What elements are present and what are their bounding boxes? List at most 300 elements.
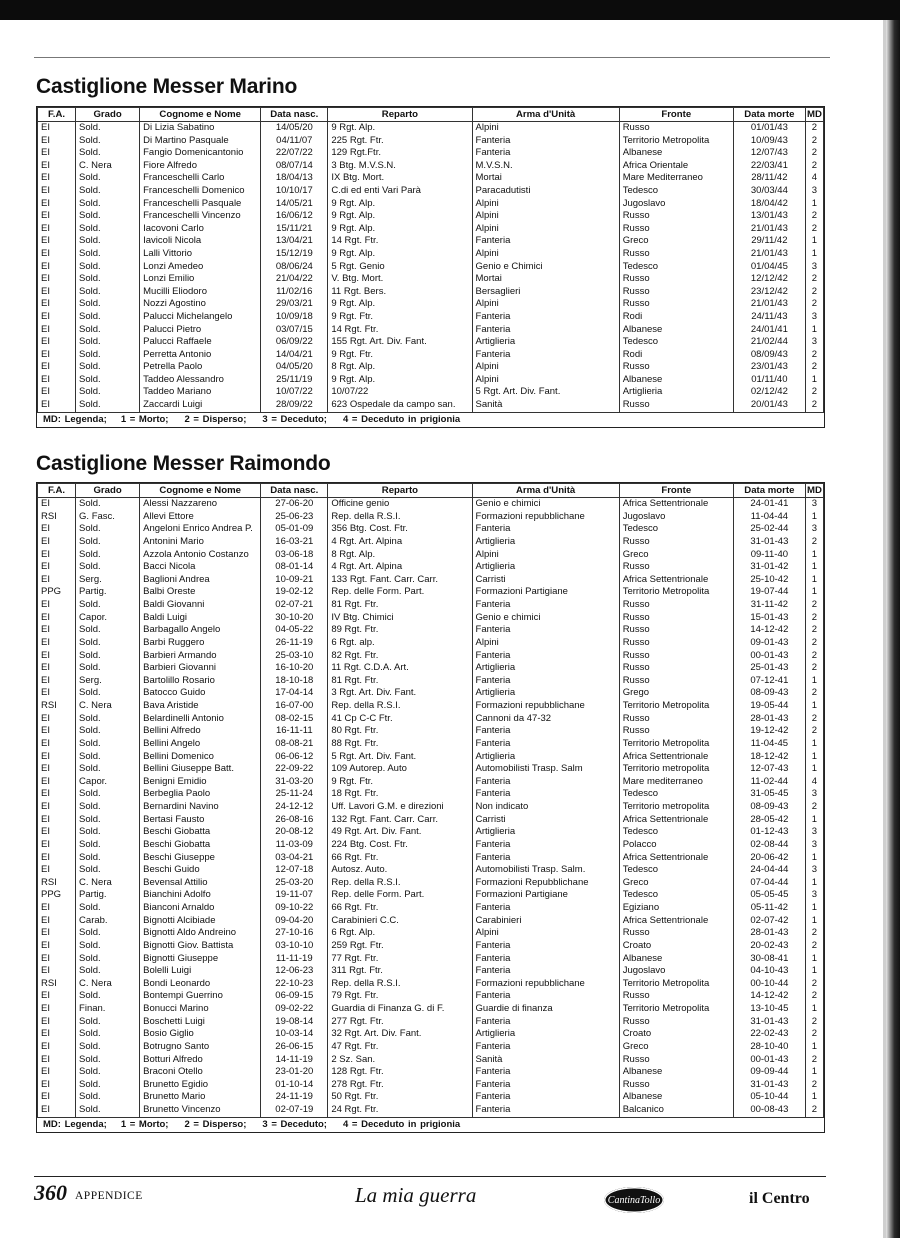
- cell-birth: 03-06-18: [261, 549, 328, 562]
- cell-fronte: Greco: [619, 1041, 733, 1054]
- cell-md: 2: [805, 725, 823, 738]
- table-row: [38, 1079, 824, 1092]
- cell-grado: Sold.: [76, 135, 140, 148]
- table-row: [38, 915, 824, 928]
- cell-death: 31-11-42: [733, 599, 805, 612]
- cell-death: 01/11/40: [733, 374, 805, 387]
- column-header-name: Cognome e Nome: [140, 108, 261, 122]
- cell-md: 1: [805, 561, 823, 574]
- cell-fa: EI: [38, 1091, 76, 1104]
- cell-md: 1: [805, 852, 823, 865]
- cell-md: 2: [805, 1079, 823, 1092]
- cell-fronte: Albanese: [619, 1066, 733, 1079]
- table-row: [38, 637, 824, 650]
- cell-fa: EI: [38, 814, 76, 827]
- cell-grado: Sold.: [76, 965, 140, 978]
- cell-arma: Alpini: [472, 927, 619, 940]
- md-legend: [37, 1117, 824, 1132]
- cell-reparto: IV Btg. Chimici: [328, 612, 472, 625]
- cell-arma: Fanteria: [472, 1066, 619, 1079]
- cell-arma: Fanteria: [472, 776, 619, 789]
- header-row: [38, 484, 824, 498]
- cell-fa: EI: [38, 990, 76, 1003]
- cell-death: 24/11/43: [733, 311, 805, 324]
- cell-grado: Sold.: [76, 662, 140, 675]
- cell-fronte: Greco: [619, 235, 733, 248]
- table-row: [38, 965, 824, 978]
- cell-fa: EI: [38, 599, 76, 612]
- cell-fa: RSI: [38, 511, 76, 524]
- cell-reparto: 128 Rgt. Ftr.: [328, 1066, 472, 1079]
- cell-birth: 10/07/22: [261, 386, 328, 399]
- cell-name: Braconi Otello: [140, 1066, 261, 1079]
- cell-md: 3: [805, 889, 823, 902]
- column-header-arma: Arma d'Unità: [472, 484, 619, 498]
- cell-birth: 22/07/22: [261, 147, 328, 160]
- table-row: [38, 135, 824, 148]
- cell-birth: 01-10-14: [261, 1079, 328, 1092]
- cell-arma: Fanteria: [472, 852, 619, 865]
- cell-death: 05-10-44: [733, 1091, 805, 1104]
- cell-fa: EI: [38, 864, 76, 877]
- cell-reparto: 5 Rgt. Art. Div. Fant.: [328, 751, 472, 764]
- cell-fa: EI: [38, 738, 76, 751]
- cell-fronte: Africa Settentrionale: [619, 751, 733, 764]
- cell-md: 2: [805, 624, 823, 637]
- logo-text: CantinaTollo: [607, 1194, 661, 1206]
- table-row: [38, 172, 824, 185]
- cell-death: 30-08-41: [733, 953, 805, 966]
- cell-name: Botturi Alfredo: [140, 1054, 261, 1067]
- table-row: [38, 864, 824, 877]
- table-row: [38, 1054, 824, 1067]
- table-row: [38, 248, 824, 261]
- cell-reparto: Rep. della R.S.I.: [328, 700, 472, 713]
- cell-name: Petrella Paolo: [140, 361, 261, 374]
- cell-death: 01/01/43: [733, 122, 805, 135]
- cell-reparto: 224 Btg. Cost. Ftr.: [328, 839, 472, 852]
- cell-fa: EI: [38, 536, 76, 549]
- cell-fronte: Russo: [619, 273, 733, 286]
- cell-fa: EI: [38, 1054, 76, 1067]
- cell-arma: Fanteria: [472, 990, 619, 1003]
- cell-fronte: Egiziano: [619, 902, 733, 915]
- cell-reparto: 11 Rgt. Bers.: [328, 286, 472, 299]
- cell-fronte: Russo: [619, 599, 733, 612]
- cell-reparto: 278 Rgt. Ftr.: [328, 1079, 472, 1092]
- cell-grado: Carab.: [76, 915, 140, 928]
- cell-md: 1: [805, 751, 823, 764]
- cell-arma: Non indicato: [472, 801, 619, 814]
- cell-md: 4: [805, 776, 823, 789]
- cell-arma: Fanteria: [472, 624, 619, 637]
- cell-fa: EI: [38, 1003, 76, 1016]
- cell-fa: EI: [38, 399, 76, 412]
- cell-name: Iacovoni Carlo: [140, 223, 261, 236]
- cell-name: Bellini Domenico: [140, 751, 261, 764]
- cell-md: 1: [805, 235, 823, 248]
- cell-arma: Alpini: [472, 374, 619, 387]
- table-row: [38, 662, 824, 675]
- cell-reparto: 129 Rgt.Ftr.: [328, 147, 472, 160]
- cell-death: 22/03/41: [733, 160, 805, 173]
- cell-arma: M.V.S.N.: [472, 160, 619, 173]
- cell-name: Fangio Domenicantonio: [140, 147, 261, 160]
- cell-reparto: 88 Rgt. Ftr.: [328, 738, 472, 751]
- cell-md: 2: [805, 386, 823, 399]
- cell-name: Baglioni Andrea: [140, 574, 261, 587]
- cell-md: 2: [805, 160, 823, 173]
- cell-death: 14-12-42: [733, 990, 805, 1003]
- cell-grado: Sold.: [76, 839, 140, 852]
- cell-fa: PPG: [38, 889, 76, 902]
- cell-name: Palucci Raffaele: [140, 336, 261, 349]
- cell-md: 2: [805, 286, 823, 299]
- cell-md: 2: [805, 978, 823, 991]
- cell-md: 2: [805, 147, 823, 160]
- cell-fronte: Tedesco: [619, 889, 733, 902]
- cell-grado: Sold.: [76, 122, 140, 135]
- cell-fa: EI: [38, 927, 76, 940]
- cell-fa: EI: [38, 1104, 76, 1117]
- cell-arma: Alpini: [472, 549, 619, 562]
- cell-grado: Sold.: [76, 248, 140, 261]
- cell-arma: Genio e Chimici: [472, 261, 619, 274]
- column-header-grado: Grado: [76, 484, 140, 498]
- cell-birth: 03-04-21: [261, 852, 328, 865]
- cell-md: 2: [805, 687, 823, 700]
- cell-death: 00-08-43: [733, 1104, 805, 1117]
- cell-fronte: Russo: [619, 662, 733, 675]
- cantina-tollo-logo: [604, 1187, 664, 1213]
- cell-fa: EI: [38, 248, 76, 261]
- cell-fa: EI: [38, 122, 76, 135]
- cell-name: Beschi Guido: [140, 864, 261, 877]
- cell-fronte: Territorio Metropolita: [619, 135, 733, 148]
- cell-md: 1: [805, 738, 823, 751]
- cell-reparto: 311 Rgt. Ftr.: [328, 965, 472, 978]
- cell-md: 3: [805, 498, 823, 511]
- cell-reparto: 9 Rgt. Alp.: [328, 374, 472, 387]
- legend-item: 1 = Morto;: [120, 413, 169, 425]
- cell-md: 1: [805, 675, 823, 688]
- cell-death: 01-12-43: [733, 826, 805, 839]
- cell-grado: Sold.: [76, 763, 140, 776]
- cell-name: Barbi Ruggero: [140, 637, 261, 650]
- cell-fronte: Croato: [619, 1028, 733, 1041]
- cell-md: 2: [805, 1016, 823, 1029]
- cell-grado: Sold.: [76, 864, 140, 877]
- cell-name: Palucci Pietro: [140, 324, 261, 337]
- cell-md: 2: [805, 210, 823, 223]
- cell-name: Mucilli Eliodoro: [140, 286, 261, 299]
- cell-arma: Formazioni Partigiane: [472, 586, 619, 599]
- cell-fronte: Russo: [619, 210, 733, 223]
- publication-title: La mia guerra: [355, 1183, 477, 1207]
- cell-reparto: 49 Rgt. Art. Div. Fant.: [328, 826, 472, 839]
- cell-death: 11-04-45: [733, 738, 805, 751]
- cell-arma: Artiglieria: [472, 1028, 619, 1041]
- cell-name: Barbieri Giovanni: [140, 662, 261, 675]
- cell-grado: Sold.: [76, 273, 140, 286]
- cell-md: 2: [805, 135, 823, 148]
- cell-arma: Fanteria: [472, 523, 619, 536]
- cell-death: 20-06-42: [733, 852, 805, 865]
- table-row: [38, 940, 824, 953]
- cell-md: 2: [805, 298, 823, 311]
- cell-grado: Sold.: [76, 549, 140, 562]
- cell-fa: EI: [38, 675, 76, 688]
- cell-grado: Sold.: [76, 399, 140, 412]
- cell-name: Bianconi Arnaldo: [140, 902, 261, 915]
- cell-arma: Alpini: [472, 122, 619, 135]
- cell-birth: 25-06-23: [261, 511, 328, 524]
- cell-birth: 19-11-07: [261, 889, 328, 902]
- cell-death: 15-01-43: [733, 612, 805, 625]
- top-black-bar: [0, 0, 900, 20]
- cell-birth: 14/04/21: [261, 349, 328, 362]
- cell-name: Taddeo Mariano: [140, 386, 261, 399]
- cell-grado: C. Nera: [76, 700, 140, 713]
- cell-death: 21/02/44: [733, 336, 805, 349]
- cell-name: Bonucci Marino: [140, 1003, 261, 1016]
- cell-grado: Sold.: [76, 650, 140, 663]
- cell-grado: Sold.: [76, 852, 140, 865]
- cell-fa: RSI: [38, 700, 76, 713]
- column-header-arma: Arma d'Unità: [472, 108, 619, 122]
- cell-arma: Cannoni da 47-32: [472, 713, 619, 726]
- cell-reparto: 47 Rgt. Ftr.: [328, 1041, 472, 1054]
- cell-grado: Sold.: [76, 826, 140, 839]
- cell-reparto: 9 Rgt. Alp.: [328, 210, 472, 223]
- cell-name: Bignotti Aldo Andreino: [140, 927, 261, 940]
- table-row: [38, 612, 824, 625]
- cell-grado: Sold.: [76, 687, 140, 700]
- cell-grado: Sold.: [76, 561, 140, 574]
- section-title-raimondo: Castiglione Messer Raimondo: [36, 452, 331, 475]
- cell-name: Lonzi Emilio: [140, 273, 261, 286]
- cell-grado: Sold.: [76, 713, 140, 726]
- cell-grado: Capor.: [76, 776, 140, 789]
- table-row: [38, 399, 824, 412]
- cell-arma: Carristi: [472, 574, 619, 587]
- cell-name: Bava Aristide: [140, 700, 261, 713]
- appendix-label: APPENDICE: [75, 1190, 143, 1202]
- cell-md: 3: [805, 864, 823, 877]
- cell-fa: EI: [38, 574, 76, 587]
- cell-md: 2: [805, 1054, 823, 1067]
- cell-name: Botrugno Santo: [140, 1041, 261, 1054]
- cell-md: 3: [805, 523, 823, 536]
- cell-reparto: 4 Rgt. Art. Alpina: [328, 561, 472, 574]
- cell-birth: 10-03-14: [261, 1028, 328, 1041]
- cell-name: Di Lizia Sabatino: [140, 122, 261, 135]
- cell-reparto: 81 Rgt. Ftr.: [328, 675, 472, 688]
- cell-fronte: Russo: [619, 248, 733, 261]
- cell-fa: EI: [38, 1028, 76, 1041]
- cell-fa: EI: [38, 915, 76, 928]
- cell-arma: Mortai: [472, 172, 619, 185]
- cell-arma: Artiglieria: [472, 826, 619, 839]
- cell-grado: Sold.: [76, 198, 140, 211]
- cell-name: Angeloni Enrico Andrea P.: [140, 523, 261, 536]
- cell-fronte: Russo: [619, 612, 733, 625]
- cell-birth: 15/12/19: [261, 248, 328, 261]
- table-row: [38, 561, 824, 574]
- cell-fa: EI: [38, 725, 76, 738]
- cell-death: 00-10-44: [733, 978, 805, 991]
- cell-name: Bianchini Adolfo: [140, 889, 261, 902]
- cell-grado: Sold.: [76, 990, 140, 1003]
- cell-reparto: Rep. della R.S.I.: [328, 877, 472, 890]
- cell-death: 25-01-43: [733, 662, 805, 675]
- cell-death: 18/04/42: [733, 198, 805, 211]
- cell-fronte: Tedesco: [619, 826, 733, 839]
- table-row: [38, 738, 824, 751]
- table-row: [38, 574, 824, 587]
- cell-md: 3: [805, 311, 823, 324]
- cell-death: 28-10-40: [733, 1041, 805, 1054]
- cell-reparto: 8 Rgt. Alp.: [328, 549, 472, 562]
- cell-md: 2: [805, 273, 823, 286]
- cell-grado: Sold.: [76, 185, 140, 198]
- cell-name: Antonini Mario: [140, 536, 261, 549]
- cell-fa: EI: [38, 160, 76, 173]
- cell-md: 2: [805, 990, 823, 1003]
- cell-arma: Formazioni repubblichane: [472, 700, 619, 713]
- cell-birth: 27-10-16: [261, 927, 328, 940]
- cell-fronte: Russo: [619, 624, 733, 637]
- cell-death: 25-10-42: [733, 574, 805, 587]
- cell-fa: EI: [38, 185, 76, 198]
- table-row: [38, 549, 824, 562]
- cell-grado: Sold.: [76, 349, 140, 362]
- cell-grado: Sold.: [76, 801, 140, 814]
- cell-birth: 09-02-22: [261, 1003, 328, 1016]
- cell-fa: EI: [38, 549, 76, 562]
- cell-reparto: Guardia di Finanza G. di F.: [328, 1003, 472, 1016]
- cell-fa: EI: [38, 940, 76, 953]
- table-row: [38, 523, 824, 536]
- cell-reparto: 277 Rgt. Ftr.: [328, 1016, 472, 1029]
- table-row: [38, 349, 824, 362]
- cell-arma: Alpini: [472, 198, 619, 211]
- table-row: [38, 223, 824, 236]
- table-row: [38, 1066, 824, 1079]
- cell-grado: Sold.: [76, 788, 140, 801]
- cell-reparto: 82 Rgt. Ftr.: [328, 650, 472, 663]
- cell-birth: 23-01-20: [261, 1066, 328, 1079]
- cell-fronte: Jugoslavo: [619, 511, 733, 524]
- cell-fronte: Jugoslavo: [619, 965, 733, 978]
- cell-fa: EI: [38, 788, 76, 801]
- cell-name: Franceschelli Vincenzo: [140, 210, 261, 223]
- cell-name: Beschi Giuseppe: [140, 852, 261, 865]
- table-row: [38, 324, 824, 337]
- cell-birth: 11/02/16: [261, 286, 328, 299]
- cell-birth: 28/09/22: [261, 399, 328, 412]
- cell-birth: 18-10-18: [261, 675, 328, 688]
- cell-death: 12/12/42: [733, 273, 805, 286]
- cell-death: 02-08-44: [733, 839, 805, 852]
- cell-death: 23/12/42: [733, 286, 805, 299]
- cell-birth: 08/07/14: [261, 160, 328, 173]
- cell-death: 24-01-41: [733, 498, 805, 511]
- cell-fa: EI: [38, 1016, 76, 1029]
- cell-grado: Capor.: [76, 612, 140, 625]
- cell-reparto: 9 Rgt. Alp.: [328, 223, 472, 236]
- cell-birth: 16-03-21: [261, 536, 328, 549]
- cell-birth: 21/04/22: [261, 273, 328, 286]
- cell-fronte: Rodi: [619, 311, 733, 324]
- cell-name: Franceschelli Domenico: [140, 185, 261, 198]
- cell-death: 19-12-42: [733, 725, 805, 738]
- legend-item: 3 = Deceduto;: [262, 413, 327, 425]
- cell-birth: 16-11-11: [261, 725, 328, 738]
- cell-name: Bernardini Navino: [140, 801, 261, 814]
- header-row: [38, 108, 824, 122]
- cell-name: Bevensal Attilio: [140, 877, 261, 890]
- cell-death: 21/01/43: [733, 248, 805, 261]
- data-table: [37, 483, 824, 1117]
- cell-arma: Guardie di finanza: [472, 1003, 619, 1016]
- cell-birth: 19-08-14: [261, 1016, 328, 1029]
- cell-arma: Fanteria: [472, 324, 619, 337]
- cell-birth: 03-10-10: [261, 940, 328, 953]
- cell-fa: EI: [38, 523, 76, 536]
- cell-md: 3: [805, 839, 823, 852]
- cell-grado: Sold.: [76, 536, 140, 549]
- cell-md: 2: [805, 349, 823, 362]
- cell-birth: 22-10-23: [261, 978, 328, 991]
- table-row: [38, 235, 824, 248]
- cell-arma: Fanteria: [472, 965, 619, 978]
- cell-grado: Sold.: [76, 599, 140, 612]
- cell-arma: Fanteria: [472, 599, 619, 612]
- cell-reparto: 41 Cp C-C Ftr.: [328, 713, 472, 726]
- cell-name: Perretta Antonio: [140, 349, 261, 362]
- cell-md: 2: [805, 637, 823, 650]
- cell-birth: 12-06-23: [261, 965, 328, 978]
- cell-fa: EI: [38, 763, 76, 776]
- cell-md: 3: [805, 261, 823, 274]
- cell-grado: Sold.: [76, 223, 140, 236]
- cell-fronte: Greco: [619, 877, 733, 890]
- cell-birth: 19-02-12: [261, 586, 328, 599]
- cell-arma: Fanteria: [472, 1016, 619, 1029]
- cell-fronte: Tedesco: [619, 523, 733, 536]
- table-row: [38, 586, 824, 599]
- cell-md: 2: [805, 1028, 823, 1041]
- cell-reparto: 14 Rgt. Ftr.: [328, 235, 472, 248]
- cell-arma: Fanteria: [472, 940, 619, 953]
- cell-name: Boschetti Luigi: [140, 1016, 261, 1029]
- cell-name: Bontempi Guerrino: [140, 990, 261, 1003]
- cell-fronte: Territorio Metropolita: [619, 1003, 733, 1016]
- table-row: [38, 198, 824, 211]
- cell-fronte: Russo: [619, 1016, 733, 1029]
- cell-fa: EI: [38, 687, 76, 700]
- cell-reparto: 80 Rgt. Ftr.: [328, 725, 472, 738]
- cell-grado: Sold.: [76, 1028, 140, 1041]
- cell-grado: Sold.: [76, 1079, 140, 1092]
- cell-fronte: Jugoslavo: [619, 198, 733, 211]
- cell-reparto: V. Btg. Mort.: [328, 273, 472, 286]
- cell-birth: 06-06-12: [261, 751, 328, 764]
- column-header-grado: Grado: [76, 108, 140, 122]
- cell-fa: EI: [38, 386, 76, 399]
- column-header-reparto: Reparto: [328, 108, 472, 122]
